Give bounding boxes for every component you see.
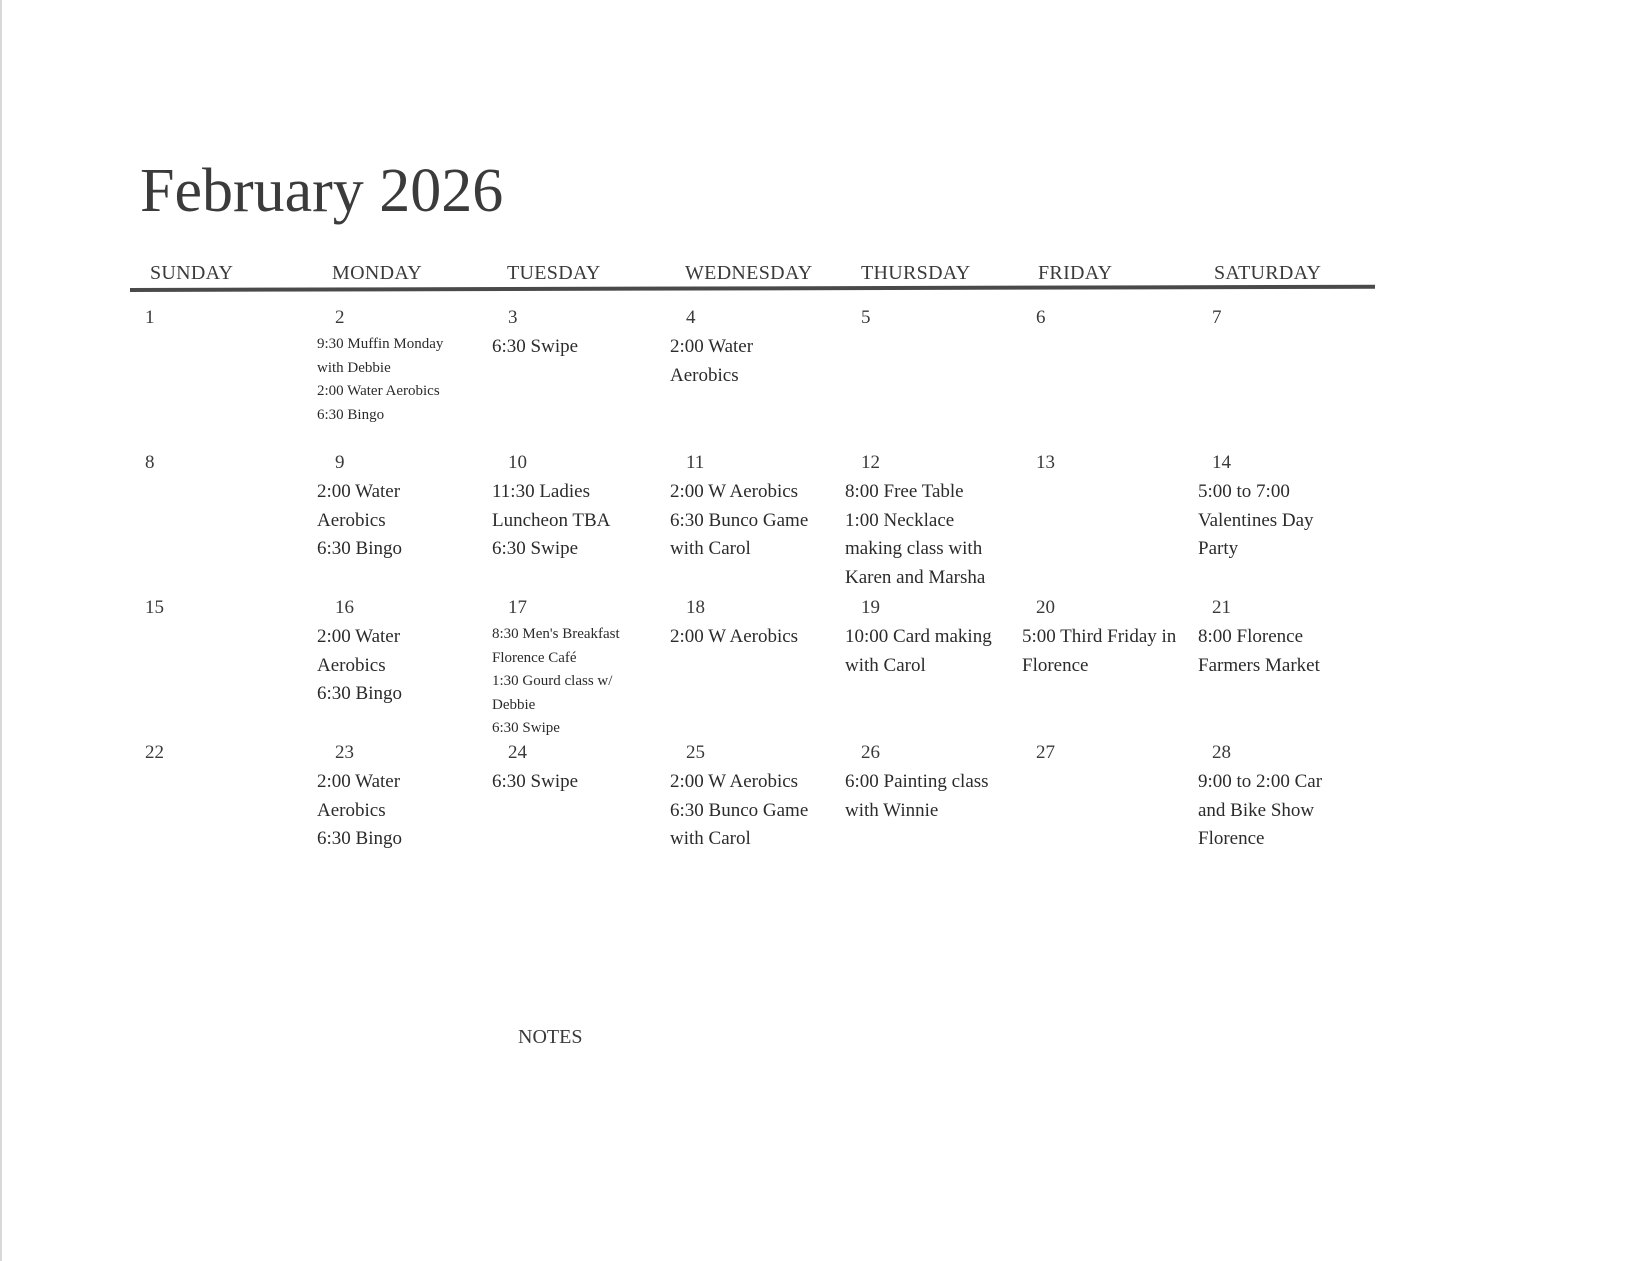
event-line: 2:00 Water xyxy=(317,771,401,792)
day-cell xyxy=(145,440,321,580)
day-cell xyxy=(317,585,493,725)
day-number: 5 xyxy=(861,307,871,328)
day-cell xyxy=(1022,730,1198,870)
day-cell xyxy=(845,440,1021,588)
event-line: Farmers Market xyxy=(1198,654,1320,676)
event-line: 1:30 Gourd class w/ xyxy=(492,673,613,689)
event-list xyxy=(1022,623,1202,680)
day-number: 21 xyxy=(1212,597,1231,618)
event-line: Aerobics xyxy=(317,799,386,821)
event-line: 11:30 Ladies xyxy=(492,481,590,502)
day-number: 25 xyxy=(686,742,705,763)
day-cell xyxy=(845,295,1021,435)
event-line: 6:30 Swipe xyxy=(492,538,579,559)
event-line: 2:00 Water Aerobics xyxy=(317,383,440,399)
day-cell xyxy=(317,295,493,435)
event-list xyxy=(1198,623,1378,680)
event-list xyxy=(492,623,672,741)
day-cell xyxy=(845,585,1021,725)
calendar-week xyxy=(130,730,1375,875)
notes-label: NOTES xyxy=(518,1026,583,1048)
event-line: Debbie xyxy=(492,696,536,713)
day-number: 26 xyxy=(861,742,880,763)
event-line: 6:30 Bingo xyxy=(317,828,402,849)
day-cell xyxy=(492,585,668,736)
event-line: 6:30 Bunco Game xyxy=(670,509,809,531)
calendar-week xyxy=(130,440,1375,588)
day-number: 8 xyxy=(145,452,155,473)
day-cell xyxy=(1022,585,1198,725)
day-number: 22 xyxy=(145,742,164,763)
event-line: Aerobics xyxy=(317,654,386,676)
day-number: 3 xyxy=(508,307,518,328)
day-number: 10 xyxy=(508,452,527,473)
day-number: 16 xyxy=(335,597,354,618)
day-number: 27 xyxy=(1036,742,1055,763)
event-line: 2:00 Water xyxy=(317,481,401,502)
event-line: 6:30 Bunco Game xyxy=(670,799,809,821)
event-list xyxy=(670,478,850,564)
weekday-wednesday: WEDNESDAY xyxy=(685,262,813,284)
event-list xyxy=(670,623,850,652)
scan-edge xyxy=(0,0,2,1261)
day-cell xyxy=(492,730,668,870)
calendar-week xyxy=(130,585,1375,736)
event-line: 6:30 Swipe xyxy=(492,720,560,736)
event-list xyxy=(317,333,497,427)
event-line: 6:30 Bingo xyxy=(317,538,402,559)
event-line: 2:00 W Aerobics xyxy=(670,481,799,502)
day-number: 6 xyxy=(1036,307,1046,328)
day-cell xyxy=(145,730,321,870)
day-cell xyxy=(1198,440,1374,580)
event-line: 9:00 to 2:00 Car xyxy=(1198,771,1323,792)
event-line: 9:30 Muffin Monday xyxy=(317,336,444,352)
event-line: with Carol xyxy=(670,828,751,849)
day-cell xyxy=(670,440,846,580)
event-list xyxy=(317,623,497,709)
event-line: 1:00 Necklace xyxy=(845,509,955,531)
event-line: with Debbie xyxy=(317,359,391,376)
day-cell xyxy=(1198,585,1374,725)
event-line: 2:00 W Aerobics xyxy=(670,771,799,792)
day-number: 14 xyxy=(1212,452,1231,473)
day-number: 4 xyxy=(686,307,696,328)
event-list xyxy=(317,768,497,854)
event-list xyxy=(670,333,850,390)
day-cell xyxy=(670,730,846,870)
event-list xyxy=(317,478,497,564)
day-number: 19 xyxy=(861,597,880,618)
event-line: Party xyxy=(1198,538,1239,559)
day-cell xyxy=(492,295,668,435)
event-list xyxy=(492,478,672,564)
event-line: Florence xyxy=(1022,654,1089,676)
weekday-friday: FRIDAY xyxy=(1038,262,1113,284)
event-line: 2:00 Water xyxy=(317,626,401,647)
day-number: 15 xyxy=(145,597,164,618)
event-line: with Winnie xyxy=(845,799,939,821)
day-cell xyxy=(492,440,668,580)
day-cell xyxy=(670,295,846,435)
event-line: Florence Café xyxy=(492,649,577,666)
event-list xyxy=(845,478,1025,592)
day-cell xyxy=(317,440,493,580)
day-number: 17 xyxy=(508,597,527,618)
event-line: 6:30 Swipe xyxy=(492,771,579,792)
day-number: 24 xyxy=(508,742,527,763)
day-cell xyxy=(1022,295,1198,435)
event-line: Aerobics xyxy=(317,509,386,531)
day-number: 1 xyxy=(145,307,155,328)
event-line: 8:30 Men's Breakfast xyxy=(492,626,620,642)
event-list xyxy=(492,333,672,362)
event-line: Florence xyxy=(1198,828,1265,849)
event-line: Valentines Day xyxy=(1198,509,1314,531)
event-line: 10:00 Card making xyxy=(845,626,992,647)
weekday-header xyxy=(130,258,1375,288)
event-line: Aerobics xyxy=(670,364,739,386)
event-list xyxy=(492,768,672,797)
event-line: 8:00 Free Table xyxy=(845,481,964,502)
day-cell xyxy=(317,730,493,870)
weekday-thursday: THURSDAY xyxy=(861,262,971,284)
day-number: 12 xyxy=(861,452,880,473)
event-line: making class with xyxy=(845,538,983,559)
day-number: 20 xyxy=(1036,597,1055,618)
event-line: 2:00 W Aerobics xyxy=(670,626,799,647)
day-cell xyxy=(670,585,846,725)
weekday-sunday: SUNDAY xyxy=(150,262,234,284)
event-line: 6:30 Bingo xyxy=(317,683,402,704)
event-list xyxy=(845,768,1025,825)
day-number: 13 xyxy=(1036,452,1055,473)
day-number: 18 xyxy=(686,597,705,618)
weekday-saturday: SATURDAY xyxy=(1214,262,1322,284)
day-cell xyxy=(145,295,321,435)
calendar-week xyxy=(130,295,1375,440)
event-line: 5:00 Third Friday in xyxy=(1022,626,1177,647)
event-line: 6:30 Swipe xyxy=(492,336,579,357)
day-number: 11 xyxy=(686,452,705,473)
day-cell xyxy=(845,730,1021,870)
day-cell xyxy=(145,585,321,725)
event-line: 5:00 to 7:00 xyxy=(1198,481,1290,502)
event-line: 8:00 Florence xyxy=(1198,626,1304,647)
event-line: 2:00 Water xyxy=(670,336,754,357)
day-number: 7 xyxy=(1212,307,1222,328)
weekday-monday: MONDAY xyxy=(332,262,422,284)
day-number: 28 xyxy=(1212,742,1231,763)
event-list xyxy=(1198,768,1378,854)
event-list xyxy=(845,623,1025,680)
event-line: with Carol xyxy=(670,538,751,559)
day-number: 9 xyxy=(335,452,345,473)
day-cell xyxy=(1198,295,1374,435)
event-list xyxy=(1198,478,1378,564)
event-line: 6:30 Bingo xyxy=(317,406,385,423)
event-line: 6:00 Painting class xyxy=(845,771,989,792)
day-cell xyxy=(1198,730,1374,870)
calendar-title: February 2026 xyxy=(140,157,504,225)
event-line: and Bike Show xyxy=(1198,799,1315,821)
day-number: 2 xyxy=(335,307,345,328)
event-line: Luncheon TBA xyxy=(492,509,611,531)
event-line: with Carol xyxy=(845,654,926,676)
day-cell xyxy=(1022,440,1198,580)
day-number: 23 xyxy=(335,742,354,763)
event-line: Karen and Marsha xyxy=(845,566,986,588)
event-list xyxy=(670,768,850,854)
weekday-tuesday: TUESDAY xyxy=(507,262,601,284)
